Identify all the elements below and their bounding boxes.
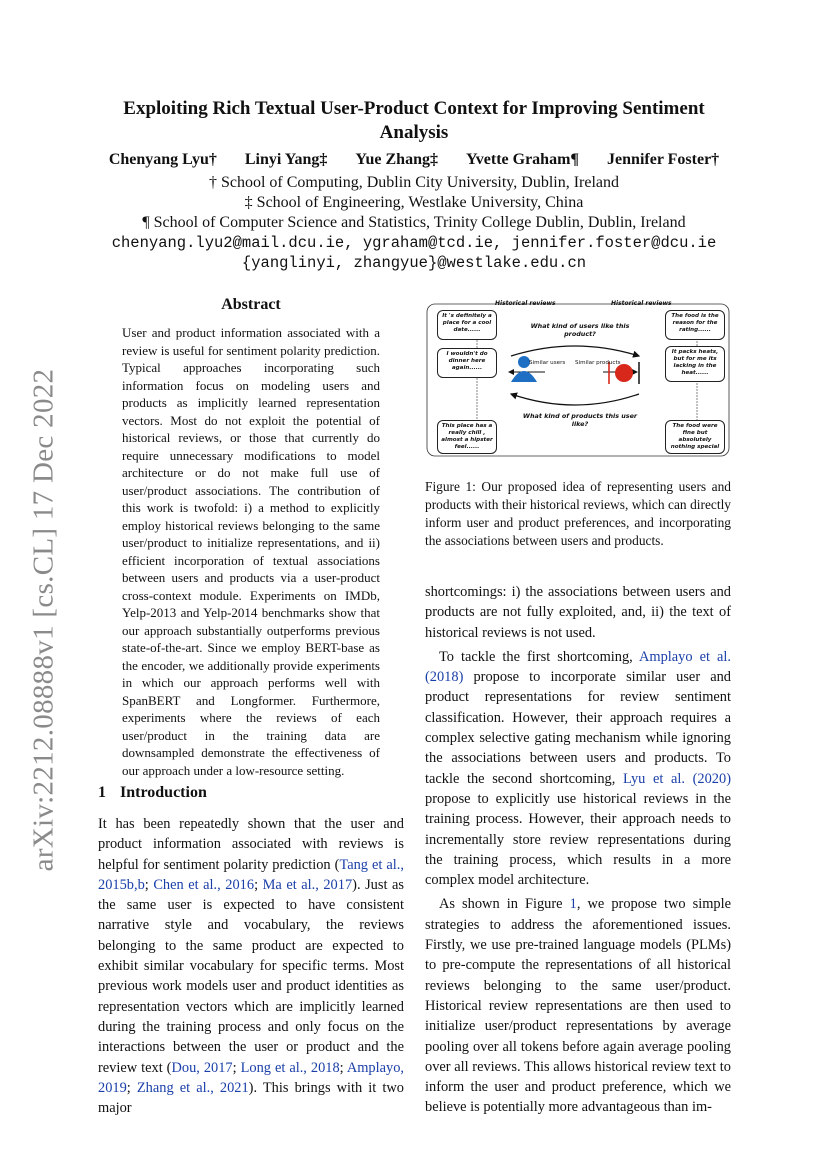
intro-paragraph [425,647,731,891]
intro-paragraph [425,894,731,1117]
user-body-icon [511,371,537,382]
paper-title: Exploiting Rich Textual User-Product Context for Improving Sentiment Analysis [123,98,705,143]
author: Linyi Yang‡ [244,151,328,168]
citation-link[interactable]: Dou, 2017 [171,1059,233,1076]
author: Yvette Graham¶ [465,151,580,168]
author-list [80,151,748,169]
review-box: It packs heats, but for me its lacking in the heat...... [665,346,725,382]
section-heading [98,784,207,802]
review-box: The food is the reason for the rating...... [665,310,725,340]
paragraph-text: It has been repeatedly shown that the user and product information associated with reviews is helpful for sentiment polarity prediction ( [98,816,404,873]
top-arrow [511,346,639,356]
figure-1 [425,298,731,460]
similar-products-label: Similar products [575,360,621,366]
paragraph-text: ; [144,876,154,893]
paragraph-text: As shown in Figure [439,896,570,913]
users-question: What kind of users like this product? [530,322,630,338]
abstract-text: User and product information associated with a review is useful for sentiment polarity prediction. Typical approaches incorporating such information focus on modeling users and products as implicitly learned representation vectors. Most do not exploit the potential of historical reviews, or those that currently do require unnecessary modifications to model architecture or do not make full use of user/product associations. The contribution of this work is twofold: i) a method to explicitly employ historical reviews belonging to the same user/product to initialize representations, and ii) efficient incorporation of textual associations between users and products via a user-product cross-context module. Experiments on IMDb, Yelp-2013 and Yelp-2014 benchmarks show that our approach substantially outperforms previous state-of-the-art. Since we employ BERT-base as the encoder, we additionally provide experiments in which our approach performs well with SpanBERT and Longformer. Furthermore, experiments where the reviews of each user/product in the training data are downsampled demonstrate the effectiveness of our approach under a low-resource setting. [122,325,380,778]
paragraph-text: ; [339,1059,347,1076]
citation-link[interactable]: Long et al., 2018 [240,1059,340,1076]
affiliation: ‡ School of Engineering, Westlake University, China [244,194,584,211]
figure-caption: Figure 1: Our proposed idea of representing users and products with their historical reviews, which can directly inform user and product preferences, and incorporating the associations between users and products. [425,479,731,548]
citation-link[interactable]: Ma et al., 2017 [262,876,353,893]
citation-link[interactable]: Amplayo, 2019 [98,1059,404,1096]
intro-paragraph [425,582,731,643]
plate-icon [615,364,633,382]
products-question: What kind of products this user like? [522,412,638,428]
paragraph-text: propose to explicitly use historical reviews in the training process. However, their approach needs to incrementally store review representations during the training process, which results in a more complex model architecture. [425,790,731,889]
review-box: The food were fine but absolutely nothing special [665,420,725,454]
intro-paragraph [98,814,404,1118]
author-emails: chenyang.lyu2@mail.dcu.ie, ygraham@tcd.ie, jennifer.foster@dcu.ie [111,234,717,252]
affiliation: † School of Computing, Dublin City University, Dublin, Ireland [208,174,620,191]
affiliation: ¶ School of Computer Science and Statistics, Trinity College Dublin, Dublin, Ireland [142,214,686,231]
citation-link[interactable]: 1 [569,896,577,913]
similar-users-label: Similar users [529,360,566,366]
citation-link[interactable]: Lyu et al. (2020) [622,770,731,787]
citation-link[interactable]: Zhang et al., 2021 [136,1079,249,1096]
paragraph-text: ; [254,876,263,893]
review-box: It 's definitely a place for a cool date...... [437,310,497,340]
historical-reviews-label: Historical reviews [611,300,672,307]
review-box: This place has a really chill , almost a hipster feel...... [437,420,497,454]
paragraph-text: ; [232,1059,241,1076]
author-emails: {yanglinyi, zhangyue}@westlake.edu.cn [241,254,587,272]
paragraph-text: shortcomings: i) the associations between users and products are not fully exploited, and, ii) the text of historical reviews is not used. [425,584,731,641]
citation-link[interactable]: Amplayo et al. (2018) [425,648,731,686]
bottom-arrow [511,394,639,405]
citation-link[interactable]: Tang et al., 2015b,b [98,856,404,893]
paragraph-text: ). This brings with it two major [98,1079,404,1117]
section-title: Introduction [120,784,207,801]
abstract-heading: Abstract [221,296,281,313]
author: Jennifer Foster† [607,151,720,168]
paragraph-text: To tackle the first shortcoming, [439,648,639,665]
intro-column-left [98,814,404,1118]
paragraph-text: ; [126,1079,137,1096]
intro-column-right [425,582,731,1118]
historical-reviews-label: Historical reviews [495,300,556,307]
paragraph-text: , we propose two simple strategies to address the aforementioned issues. Firstly, we use pre-trained language models (PLMs) to pre-compute the representations of all historical reviews belonging to the same user/product. Historical review representations are then used to initialize user/product representations by average pooling over all tokens before again average pooling over all reviews. This allows historical review text to inform the user and product preference, which we believe is potentially more advantageous than im- [425,896,731,1116]
author: Yue Zhang‡ [355,151,438,168]
review-box: I wouldn't do dinner here again...... [437,348,497,378]
author: Chenyang Lyu† [108,151,217,168]
arxiv-identifier-text: arXiv:2212.08888v1 [cs.CL] 17 Dec 2022 [27,368,60,872]
arxiv-identifier [14,360,74,880]
paragraph-text: propose to incorporate similar user and product representations for review sentiment classification. However, their approach requires a complex selective gating mechanism while ignoring the associations between users and products. To tackle the second shortcoming, [425,669,731,787]
paragraph-text: ). Just as the same user is expected to have consistent narrative style and vocabulary, the reviews belonging to the same product are expected to exhibit similar vocabulary for specific terms. Most previous work models user and product identities as representation vectors which are implicitly learned during the training process and only focus on the interactions between the user or product and the review text ( [98,876,404,1076]
citation-link[interactable]: Chen et al., 2016 [153,876,255,893]
section-number: 1 [98,784,106,801]
